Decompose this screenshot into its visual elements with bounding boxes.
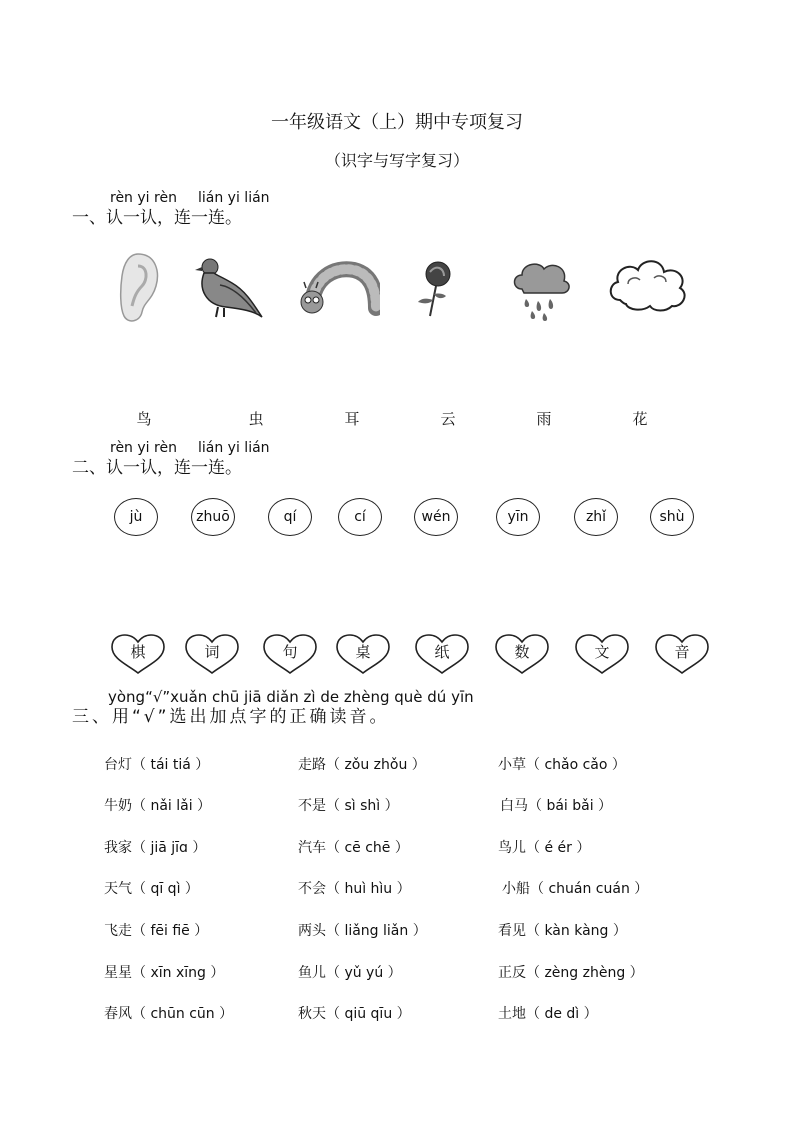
- choice-item[interactable]: 我家（ jiā jīɑ ）: [104, 840, 207, 856]
- heart-character: 文: [594, 643, 610, 661]
- heart-character: 音: [674, 643, 690, 661]
- page-subtitle: （识字与写字复习）: [324, 151, 469, 170]
- character-heart[interactable]: [654, 633, 710, 675]
- choice-item[interactable]: 汽车（ cē chē ）: [298, 840, 409, 856]
- character-heart[interactable]: [184, 633, 240, 675]
- section2-pinyin-b: lián yi lián: [198, 440, 270, 456]
- cloud-icon: [606, 254, 690, 314]
- choice-item[interactable]: 小船（ chuán cuán ）: [502, 881, 649, 897]
- pinyin-circle[interactable]: yīn: [496, 498, 540, 536]
- choice-item[interactable]: 鱼儿（ yǔ yú ）: [298, 965, 402, 981]
- choice-item[interactable]: 不是（ sì shì ）: [298, 798, 399, 814]
- word-ear: 耳: [344, 410, 360, 428]
- page-title: 一年级语文（上）期中专项复习: [271, 112, 523, 133]
- character-heart[interactable]: [110, 633, 166, 675]
- character-heart[interactable]: [494, 633, 550, 675]
- ear-icon: [108, 250, 164, 326]
- character-heart[interactable]: [262, 633, 318, 675]
- choice-item[interactable]: 看见（ kàn kàng ）: [498, 923, 627, 939]
- pigeon-icon: [192, 255, 266, 321]
- section3-pinyin: yòng“√”xuǎn chū jiā diǎn zì de zhèng què dú yīn: [108, 688, 474, 706]
- section1-heading: 一、认一认，连一连。: [72, 208, 242, 228]
- word-cloud: 云: [440, 410, 456, 428]
- choice-item[interactable]: 不会（ huì hìu ）: [298, 881, 411, 897]
- rain-cloud-icon: [508, 255, 574, 321]
- heart-character: 句: [282, 643, 298, 661]
- heart-character: 纸: [434, 643, 450, 661]
- choice-item[interactable]: 两头（ liǎng liǎn ）: [298, 923, 427, 939]
- word-insect: 虫: [248, 410, 264, 428]
- heart-character: 桌: [355, 643, 371, 661]
- section1-pinyin-b: lián yi lián: [198, 190, 270, 206]
- choice-item[interactable]: 秋天（ qiū qīu ）: [298, 1006, 411, 1022]
- choice-item[interactable]: 台灯（ tái tiá ）: [104, 757, 210, 773]
- choice-item[interactable]: 春风（ chūn cūn ）: [104, 1006, 234, 1022]
- choice-item[interactable]: 牛奶（ nǎi lǎi ）: [104, 798, 212, 814]
- section2-heading: 二、认一认，连一连。: [72, 458, 242, 478]
- section2-pinyin-a: rèn yi rèn: [110, 440, 177, 456]
- choice-item[interactable]: 飞走（ fēi fiē ）: [104, 923, 209, 939]
- character-heart[interactable]: [574, 633, 630, 675]
- pinyin-circle[interactable]: cí: [338, 498, 382, 536]
- character-heart[interactable]: [335, 633, 391, 675]
- pinyin-circle[interactable]: jù: [114, 498, 158, 536]
- choice-item[interactable]: 走路（ zǒu zhǒu ）: [298, 757, 426, 773]
- choice-item[interactable]: 土地（ de dì ）: [498, 1006, 598, 1022]
- choice-item[interactable]: 小草（ chǎo cǎo ）: [498, 757, 626, 773]
- choice-item[interactable]: 正反（ zèng zhèng ）: [498, 965, 644, 981]
- choice-item[interactable]: 星星（ xīn xīng ）: [104, 965, 225, 981]
- pinyin-circle[interactable]: zhǐ: [574, 498, 618, 536]
- heart-character: 数: [514, 643, 530, 661]
- caterpillar-icon: [298, 258, 380, 318]
- choice-item[interactable]: 天气（ qī qì ）: [104, 881, 199, 897]
- word-flower: 花: [632, 410, 648, 428]
- pinyin-circle[interactable]: zhuō: [191, 498, 235, 536]
- section1-pinyin-a: rèn yi rèn: [110, 190, 177, 206]
- pinyin-circle[interactable]: qí: [268, 498, 312, 536]
- word-bird: 鸟: [136, 410, 152, 428]
- pinyin-circle[interactable]: wén: [414, 498, 458, 536]
- pinyin-circle[interactable]: shù: [650, 498, 694, 536]
- rose-flower-icon: [412, 258, 464, 318]
- section3-heading: 三、用“√”选出加点字的正确读音。: [72, 707, 390, 727]
- heart-character: 棋: [130, 643, 146, 661]
- word-rain: 雨: [536, 410, 552, 428]
- heart-character: 词: [204, 643, 220, 661]
- choice-item[interactable]: 白马（ bái bǎi ）: [500, 798, 613, 814]
- character-heart[interactable]: [414, 633, 470, 675]
- choice-item[interactable]: 鸟儿（ é ér ）: [498, 840, 591, 856]
